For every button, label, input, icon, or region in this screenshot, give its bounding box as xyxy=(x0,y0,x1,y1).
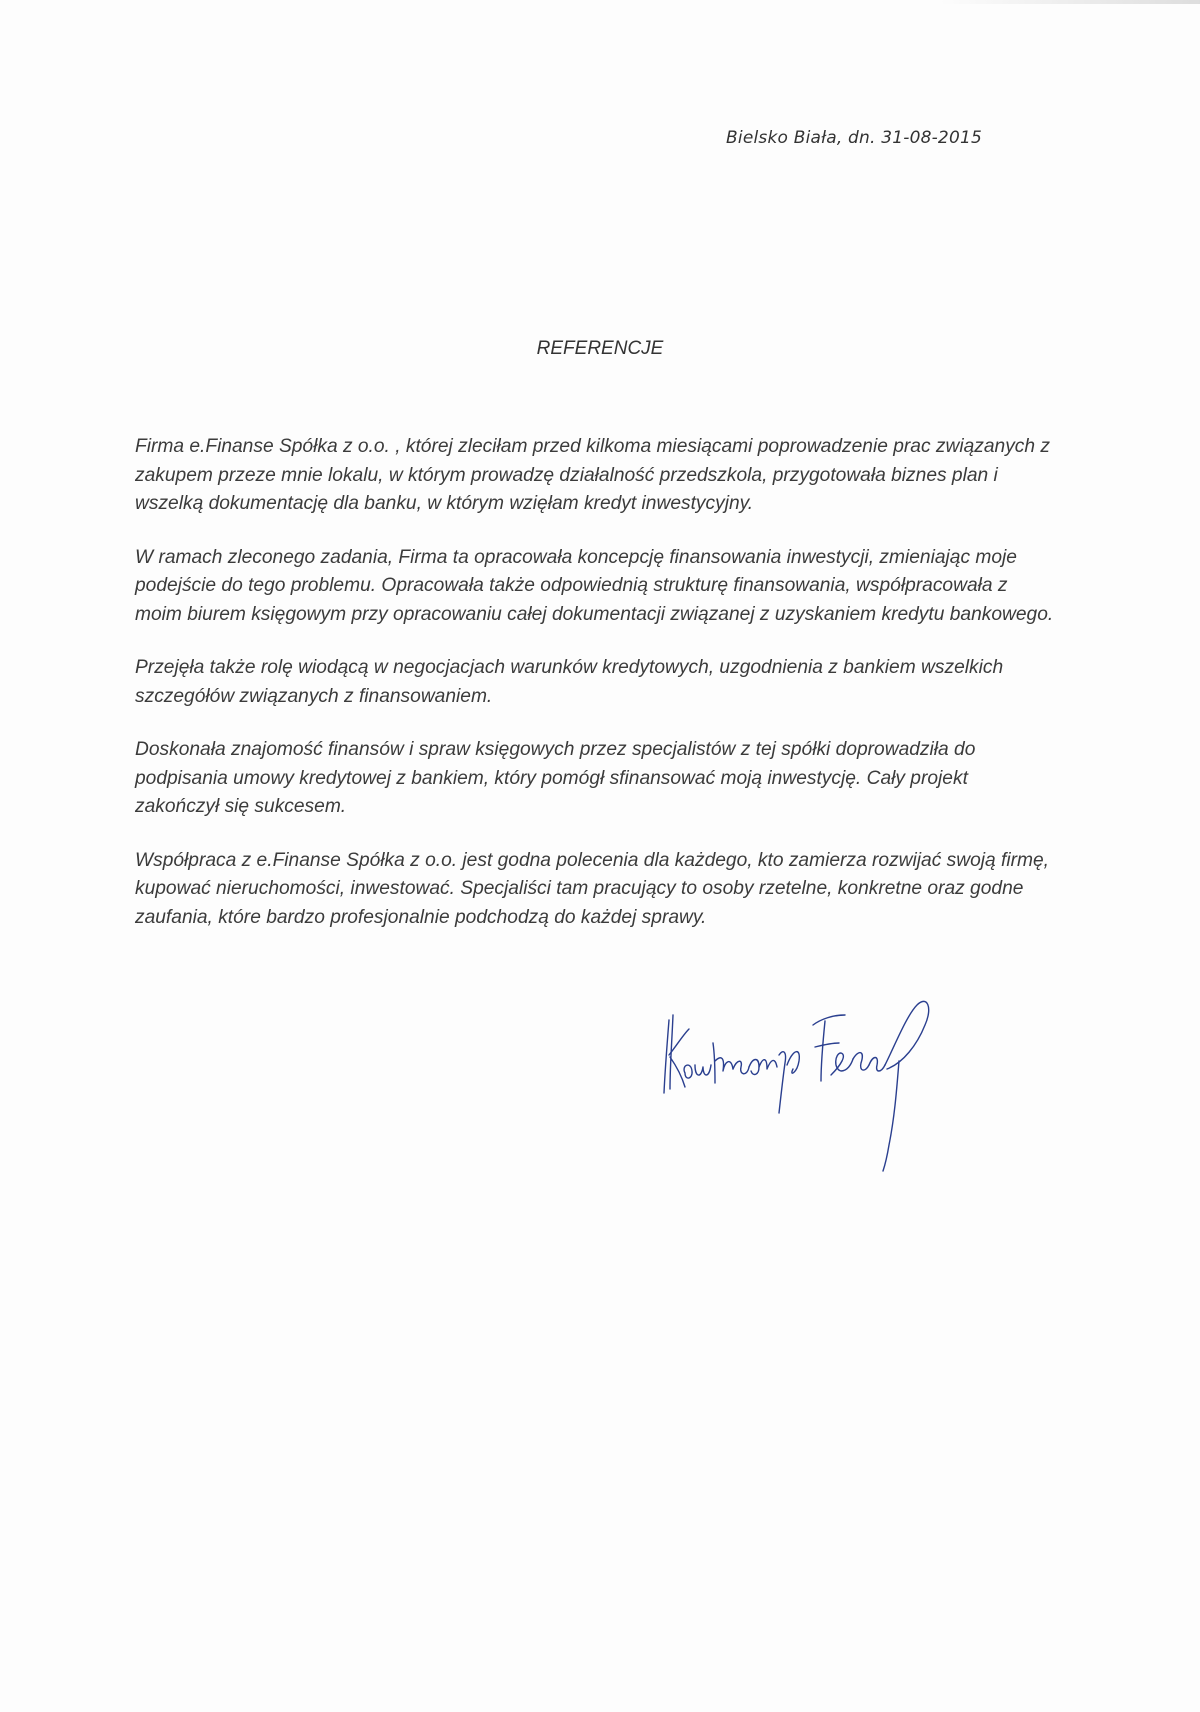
paragraph-5: Współpraca z e.Finanse Spółka z o.o. jest godna polecenia dla każdego, kto zamierza rozwijać swoją firmę, kupować nieruchomości, inwestować. Specjaliści tam pracujący to osoby rzetelne, konkretne oraz godne zaufania, które bardzo profesjonalnie podchodzą do każdej sprawy. xyxy=(135,849,1049,928)
scan-artifact xyxy=(940,0,1200,4)
place-date-line: Bielsko Biała, dn. 31-08-2015 xyxy=(726,128,982,148)
letter-body xyxy=(135,433,1055,957)
paragraph-2: W ramach zleconego zadania, Firma ta opracowała koncepcję finansowania inwestycji, zmieniając moje podejście do tego problemu. Opracowała także odpowiednią strukturę finansowania, współpracowała z moim biurem księgowym przy opracowaniu całej dokumentacji związanej z uzyskaniem kredytu bankowego. xyxy=(135,546,1054,625)
handwritten-signature xyxy=(655,985,945,1175)
document-title: REFERENCJE xyxy=(536,338,664,359)
paragraph-4: Doskonała znajomość finansów i spraw księgowych przez specjalistów z tej spółki doprowadziła do podpisania umowy kredytowej z bankiem, który pomógł sfinansować moją inwestycję. Cały projekt zakończył się sukcesem. xyxy=(135,739,976,817)
paragraph-1: Firma e.Finanse Spółka z o.o. , której zleciłam przed kilkoma miesiącami poprowadzenie prac związanych z zakupem przeze mnie lokalu, w którym prowadzę działalność przedszkola, przygotowała biznes plan i wszelką dokumentację dla banku, w którym wzięłam kredyt inwestycyjny. xyxy=(135,436,1050,514)
paragraph-3: Przejęła także rolę wiodącą w negocjacjach warunków kredytowych, uzgodnienia z bankiem wszelkich szczegółów związanych z finansowaniem. xyxy=(135,657,1004,707)
